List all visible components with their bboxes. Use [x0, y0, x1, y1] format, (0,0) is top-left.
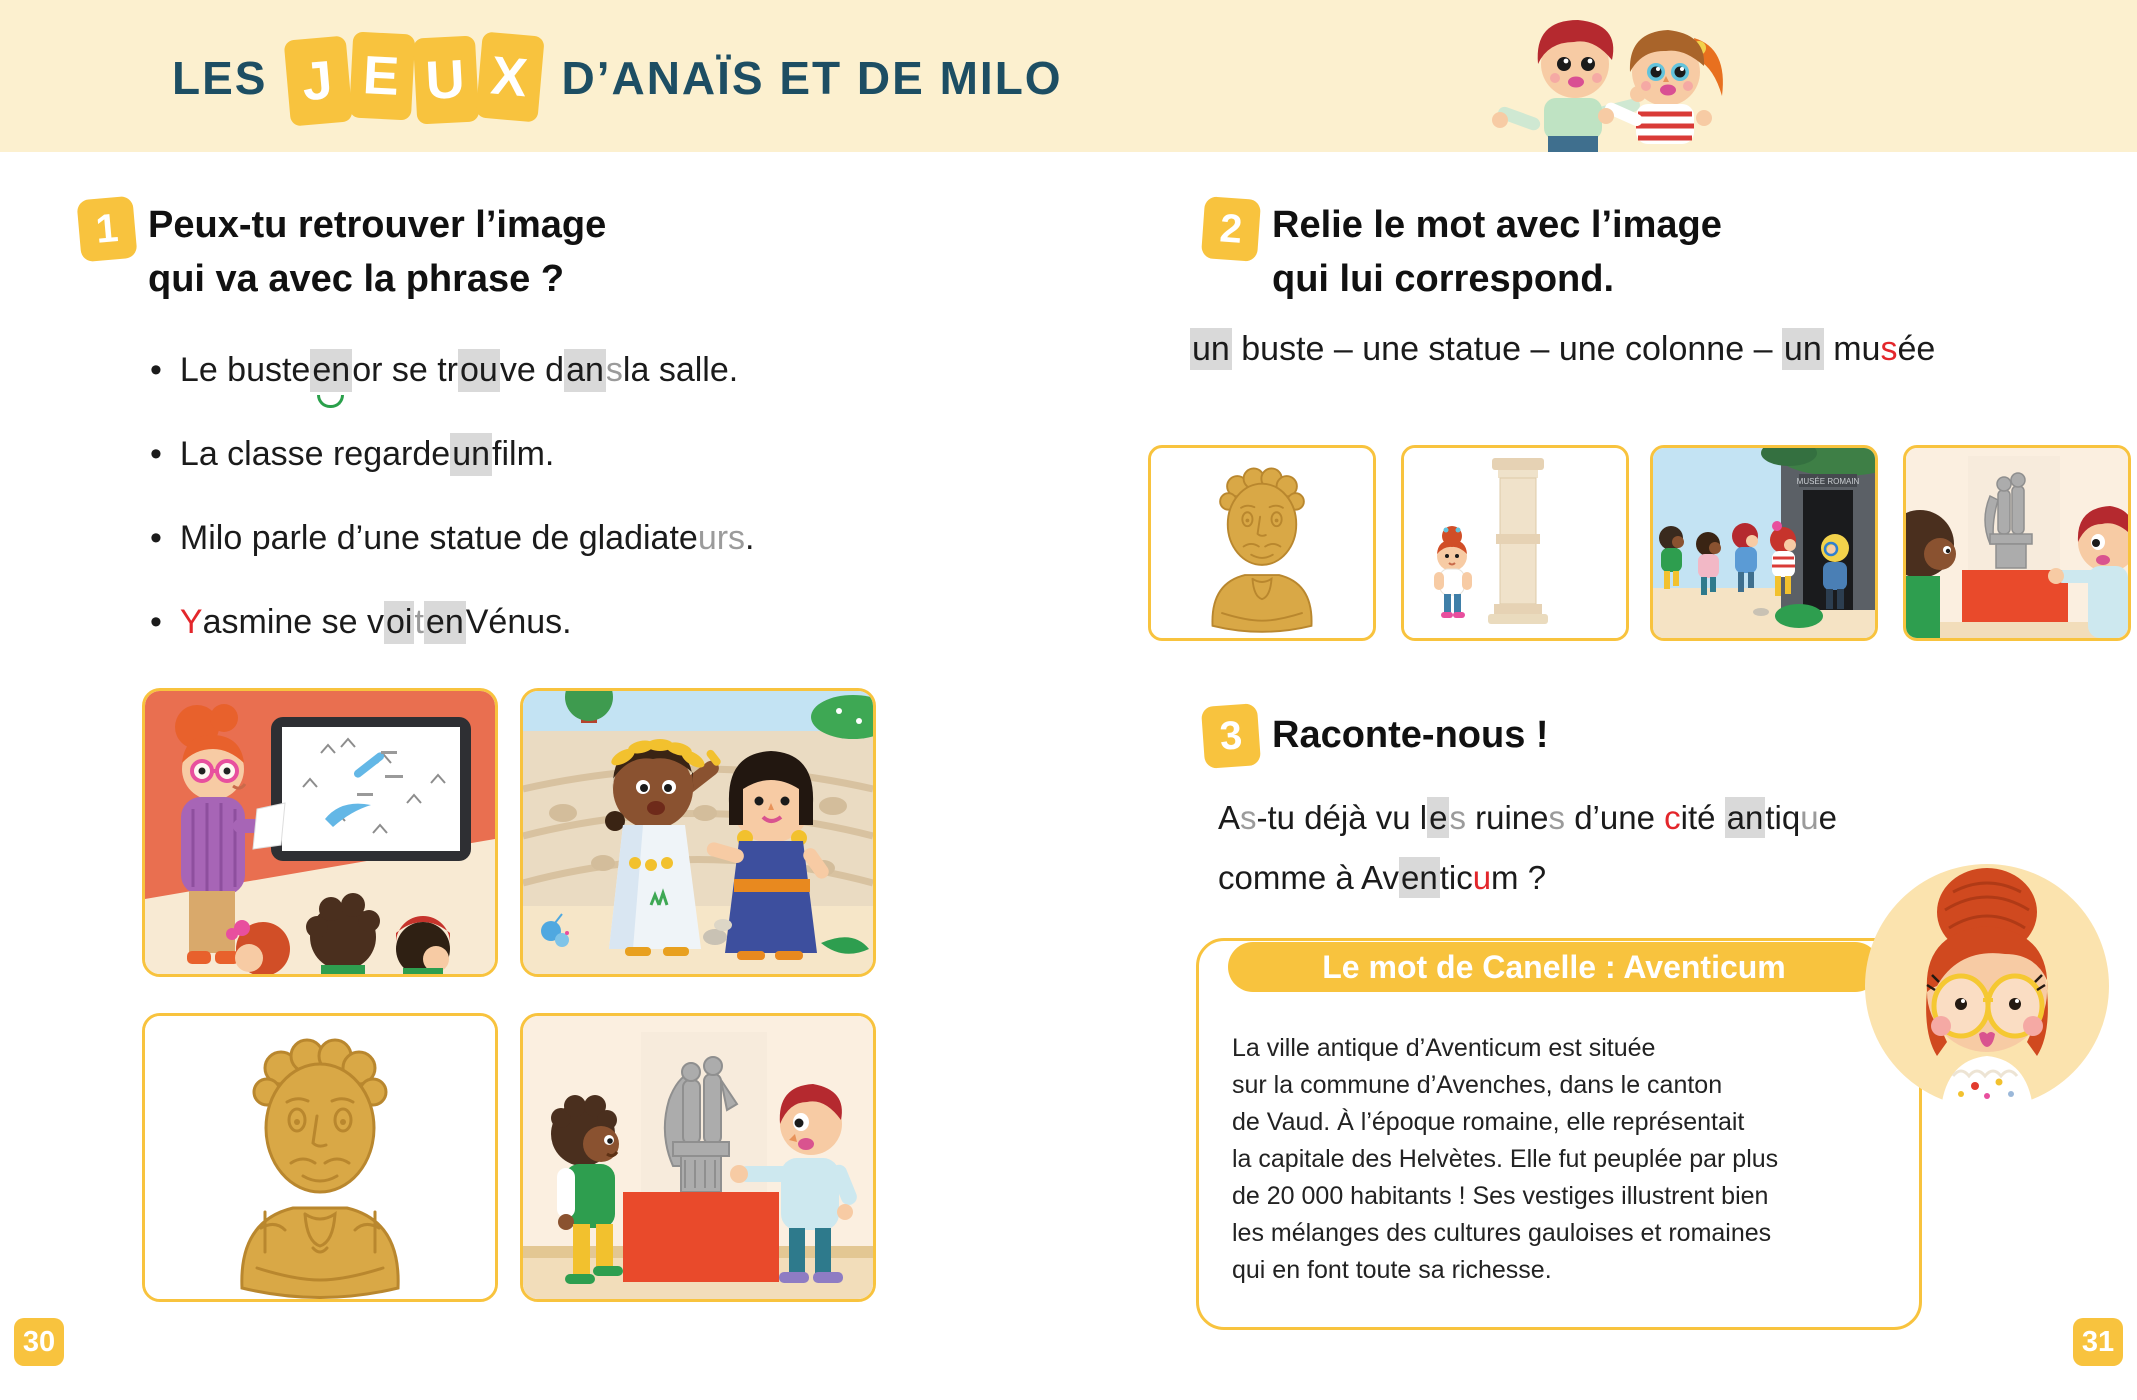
word-list: un buste – une statue – une colonne – un musée: [1192, 330, 1936, 368]
title-jeux-tiles: [287, 35, 541, 121]
canelle-avatar: [1865, 864, 2109, 1108]
title-rest: D’ANAÏS ET DE MILO: [561, 52, 1063, 104]
exercise1-number-badge: 1: [76, 196, 137, 263]
exercise3-number-badge: 3: [1201, 703, 1261, 769]
bust-card-image: [1148, 445, 1376, 641]
canelle-box-text: La ville antique d’Aventicum est située sur la commune d’Avenches, dans le canton de Vaud. À l’époque romaine, elle représentait la capitale des Helvètes. Elle fut peuplée par plus de 20 000 habitants ! Ses vestiges illustrent bien les mélanges des cultures gauloises et romaines qui en font toute sa richesse.: [1232, 1034, 1779, 1284]
page-number-30: 30: [14, 1318, 64, 1366]
classroom-image: [142, 688, 498, 977]
roman-costume-image: [520, 688, 876, 977]
sentence-classe: • La classe regarde un film.: [150, 412, 755, 496]
canelle-box-header: Le mot de Canelle : Aventicum: [1228, 942, 1880, 992]
sentence-milo: • Milo parle d’une statue de gladiate urs .: [150, 496, 755, 580]
column-card-image: [1401, 445, 1629, 641]
page-number-31: 31: [2073, 1318, 2123, 1366]
page-title: [172, 30, 1063, 126]
museum-statue-image: [520, 1013, 876, 1302]
exercise1-sentences: [150, 328, 755, 664]
two-kids-illustration: [1478, 6, 1758, 152]
exercise1-title: Peux-tu retrouver l’image qui va avec la phrase ?: [148, 204, 607, 300]
exercise3-question: [1218, 788, 1837, 908]
jeux-tile-u: U: [413, 35, 479, 124]
sentence-buste: • Le buste en or se tr ou ve d an s la salle.: [150, 328, 755, 412]
statue-card-image: [1903, 445, 2131, 641]
exercise3-title: Raconte-nous !: [1272, 714, 1549, 756]
museum-sign-text: MUSÉE ROMAIN: [1796, 477, 1860, 486]
question-line-1: As-tu déjà vu les ruines d’une cité antique: [1218, 799, 1837, 836]
museum-entrance-card-image: [1650, 445, 1878, 641]
jeux-tile-j: J: [284, 35, 353, 126]
header-band: [0, 0, 2137, 152]
title-les: LES: [172, 52, 268, 104]
sentence-yasmine: • Y asmine se v oi t en Vénus.: [150, 580, 755, 664]
jeux-tile-e: E: [349, 31, 415, 120]
exercise2-title: Relie le mot avec l’image qui lui correspond.: [1272, 204, 1722, 300]
jeux-tile-x: X: [476, 31, 545, 122]
exercise2-number-badge: 2: [1201, 196, 1261, 262]
question-line-2: comme à Aventicum ?: [1218, 859, 1547, 896]
gold-bust-image: [142, 1013, 498, 1302]
